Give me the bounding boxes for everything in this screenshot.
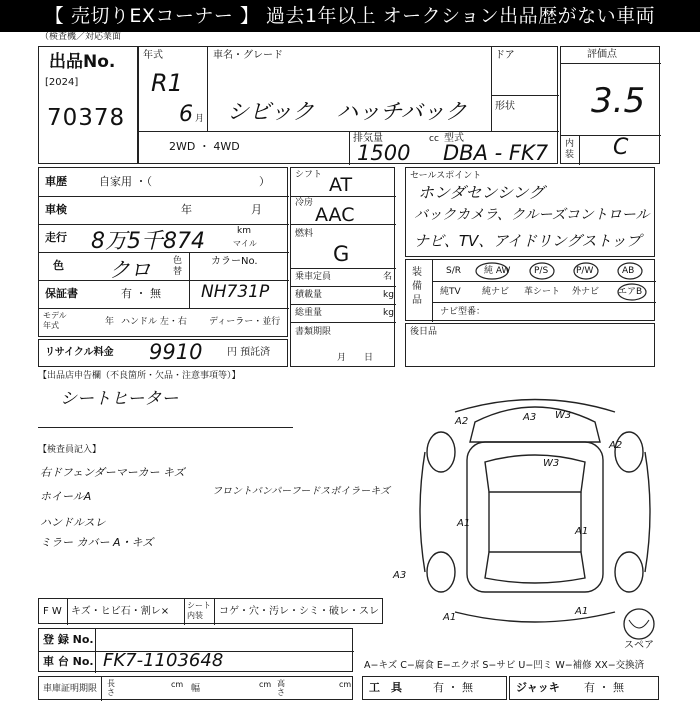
fw-seat-box xyxy=(38,598,383,624)
car-name: シビック ハッチバック xyxy=(227,100,467,125)
warranty-label: 保証書 xyxy=(45,287,78,300)
load-label: 積載量 xyxy=(295,290,323,300)
sales-point-2: バックカメラ、クルーズコントロール xyxy=(414,207,650,223)
equip-navi: 純ナビ xyxy=(482,287,510,297)
inspector-label: 【検査員記入】 xyxy=(38,445,102,455)
rear-window-outline xyxy=(485,552,585,583)
shape-label: 形状 xyxy=(495,101,515,112)
chassis-no-label: 車 台 No. xyxy=(43,655,94,668)
mark-a3-front: A3 xyxy=(523,412,537,423)
inspector-note-4: ミラー カバー A・キズ xyxy=(40,536,154,549)
interior-label: 内装 xyxy=(565,139,575,160)
equip-pw: P/W xyxy=(576,266,594,276)
history-options: 自家用 ・（ xyxy=(99,175,152,188)
mark-a1-rear-left: A1 xyxy=(443,612,457,623)
load-unit: kg xyxy=(383,290,394,300)
top-note: （検査機／対応業面 xyxy=(40,32,122,42)
warranty-options: 有 ・ 無 xyxy=(121,287,161,300)
recycle-box xyxy=(38,339,288,367)
name-label: 車名・グレード xyxy=(213,50,283,61)
inspector-note-3: ハンドルスレ xyxy=(40,516,106,529)
tools-box xyxy=(362,676,507,700)
year-label: 年式 xyxy=(143,50,163,61)
equip-sr: S/R xyxy=(446,266,461,276)
fuel-value: G xyxy=(333,242,350,266)
mark-a1-rear-right: A1 xyxy=(575,606,589,617)
year-value: R1 xyxy=(151,69,183,97)
ac-value: AAC xyxy=(315,204,355,226)
chassis-no-value: FK7-1103648 xyxy=(103,650,224,671)
fw-options: キズ・ヒビ石・割レ× xyxy=(71,606,170,617)
navi-model-label: ナビ型番： xyxy=(440,307,486,317)
score-box xyxy=(560,46,660,164)
cert-cm-1: cm xyxy=(171,680,184,689)
reg-no-label: 登 録 No. xyxy=(43,633,94,646)
cert-width-label: 幅 xyxy=(191,684,201,694)
garage-cert-label: 車庫証明期限 xyxy=(43,684,98,694)
equip-aw: 純 AW xyxy=(484,266,511,276)
spec-box xyxy=(290,167,395,367)
wheel-front-left xyxy=(427,432,455,472)
cert-height-label: 高さ xyxy=(277,679,285,697)
model-value: DBA - FK7 xyxy=(443,141,549,165)
equipment-circle-marks xyxy=(432,260,656,302)
month-unit: 月 xyxy=(195,114,205,124)
cert-long-label: 長さ xyxy=(107,679,115,697)
wheel-rear-left xyxy=(427,552,455,592)
mark-a1-left: A1 xyxy=(457,518,471,529)
color-change-label: 色替 xyxy=(173,256,183,277)
cert-cm-3: cm xyxy=(339,680,352,689)
weight-unit: kg xyxy=(383,308,394,318)
later-install-label: 後日品 xyxy=(410,327,438,337)
color-no-label: カラーNo. xyxy=(211,256,258,267)
dealer-label: ディーラー・並行 xyxy=(209,317,281,327)
lot-box xyxy=(38,46,138,164)
sales-point-1: ホンダセンシング xyxy=(418,183,545,202)
handle-label: ハンドル 左・右 xyxy=(121,317,187,327)
lot-number: 70378 xyxy=(47,105,126,131)
tools-options: 有 ・ 無 xyxy=(433,681,473,694)
equipment-box xyxy=(405,259,655,321)
spare-label: スペア xyxy=(624,640,654,651)
weight-label: 総重量 xyxy=(295,308,323,318)
auction-sheet xyxy=(0,32,700,700)
km-unit: km xyxy=(237,226,251,236)
sales-points-label: セールスポイント xyxy=(410,171,482,181)
cert-cm-2: cm xyxy=(259,680,272,689)
door-label: ドア xyxy=(495,50,515,61)
wheel-front-right xyxy=(615,432,643,472)
windshield-outline xyxy=(485,455,585,492)
model-year-unit: 年 xyxy=(105,317,115,327)
jack-label: ジャッキ xyxy=(516,681,560,694)
ac-label: 冷房 xyxy=(295,198,314,208)
equip-leather: 革シート xyxy=(524,287,561,297)
capacity-unit: 名 xyxy=(383,272,393,282)
doc-label: 書類期限 xyxy=(295,327,332,337)
declaration-text: シートヒーター xyxy=(60,389,179,409)
equipment-label: 装備品 xyxy=(412,267,422,306)
equip-ab: AB xyxy=(622,266,635,276)
later-install-box xyxy=(405,323,655,367)
tools-label: 工 具 xyxy=(369,681,402,694)
car-damage-diagram xyxy=(395,382,675,632)
seat-options: コゲ・穴・汚レ・シミ・破レ・スレ xyxy=(219,606,379,617)
inspection-month-unit: 月 xyxy=(251,203,262,216)
fw-label: F W xyxy=(43,606,62,617)
jack-options: 有 ・ 無 xyxy=(584,681,624,694)
score-label: 評価点 xyxy=(587,49,617,60)
mileage-label: 走行 xyxy=(45,231,67,244)
model-year-label: モデル年式 xyxy=(43,311,67,330)
vehicle-box xyxy=(138,46,558,164)
shift-label: シフト xyxy=(295,170,323,180)
lot-label: 出品No. xyxy=(49,52,116,72)
inspector-note-2: ホイールA xyxy=(40,490,92,503)
cc-unit: cc xyxy=(429,134,439,144)
car-body-outline xyxy=(467,442,603,592)
drive-label: 2WD ・ 4WD xyxy=(169,140,240,153)
displacement-label: 排気量 xyxy=(353,133,383,144)
inspector-note-5: フロントバンパーフードスポイラーキズ xyxy=(212,486,390,497)
inspection-year-unit: 年 xyxy=(181,203,192,216)
jack-box xyxy=(509,676,659,700)
inspector-note-1: 右ドフェンダーマーカー キズ xyxy=(40,466,185,479)
auction-banner: 【 売切りEXコーナー 】 過去1年以上 オークション出品歴がない車両 xyxy=(0,0,700,32)
displacement-value: 1500 xyxy=(357,141,411,165)
mark-w3-front: W3 xyxy=(555,410,572,421)
model-label: 型式 xyxy=(444,133,464,144)
color-no-value: NH731P xyxy=(201,282,270,302)
mark-a3-side: A3 xyxy=(393,570,407,581)
equip-ext-navi: 外ナビ xyxy=(572,287,600,297)
recycle-unit: 円 預託済 xyxy=(227,347,271,358)
equip-tv: 純TV xyxy=(440,287,461,297)
interior-value: C xyxy=(613,135,629,160)
sales-points-box xyxy=(405,167,655,257)
mileage-value: 8万5千874 xyxy=(91,229,205,254)
color-value: クロ xyxy=(109,258,151,282)
mark-a2-front-left: A2 xyxy=(455,416,469,427)
mark-a1-right: A1 xyxy=(575,526,589,537)
recycle-value: 9910 xyxy=(149,340,203,364)
inspection-label: 車検 xyxy=(45,203,67,216)
score-value: 3.5 xyxy=(591,81,646,121)
month-value: 6 xyxy=(179,102,193,127)
color-label: 色 xyxy=(53,259,64,272)
history-label: 車歴 xyxy=(45,175,67,188)
wheel-rear-right xyxy=(615,552,643,592)
equip-airbag: エアB xyxy=(618,287,643,297)
sales-point-3: ナビ、TV、アイドリングストップ xyxy=(414,232,642,250)
recycle-label: リサイクル料金 xyxy=(45,347,114,358)
doc-unit: 月日 xyxy=(337,353,392,363)
mile-unit: マイル xyxy=(233,239,257,248)
mark-a2-front-right: A2 xyxy=(609,440,623,451)
fuel-label: 燃料 xyxy=(295,229,314,239)
damage-code-legend: A−キズ C−腐食 E−エクボ S−サビ U−凹ミ W−補修 XX−交換済 xyxy=(364,660,645,671)
declaration-label: 【出品店申告欄（不良箇所・欠品・注意事項等）】 xyxy=(38,371,241,381)
capacity-label: 乗車定員 xyxy=(295,272,332,282)
equip-ps: P/S xyxy=(534,266,549,276)
registration-box xyxy=(38,628,353,672)
mark-w3-hood: W3 xyxy=(543,458,560,469)
shift-value: AT xyxy=(329,174,353,196)
lot-year: [2024] xyxy=(45,77,79,88)
history-box xyxy=(38,167,288,337)
garage-cert-box xyxy=(38,676,353,700)
seat-label: シート内装 xyxy=(187,601,211,620)
history-close: ） xyxy=(259,175,270,188)
